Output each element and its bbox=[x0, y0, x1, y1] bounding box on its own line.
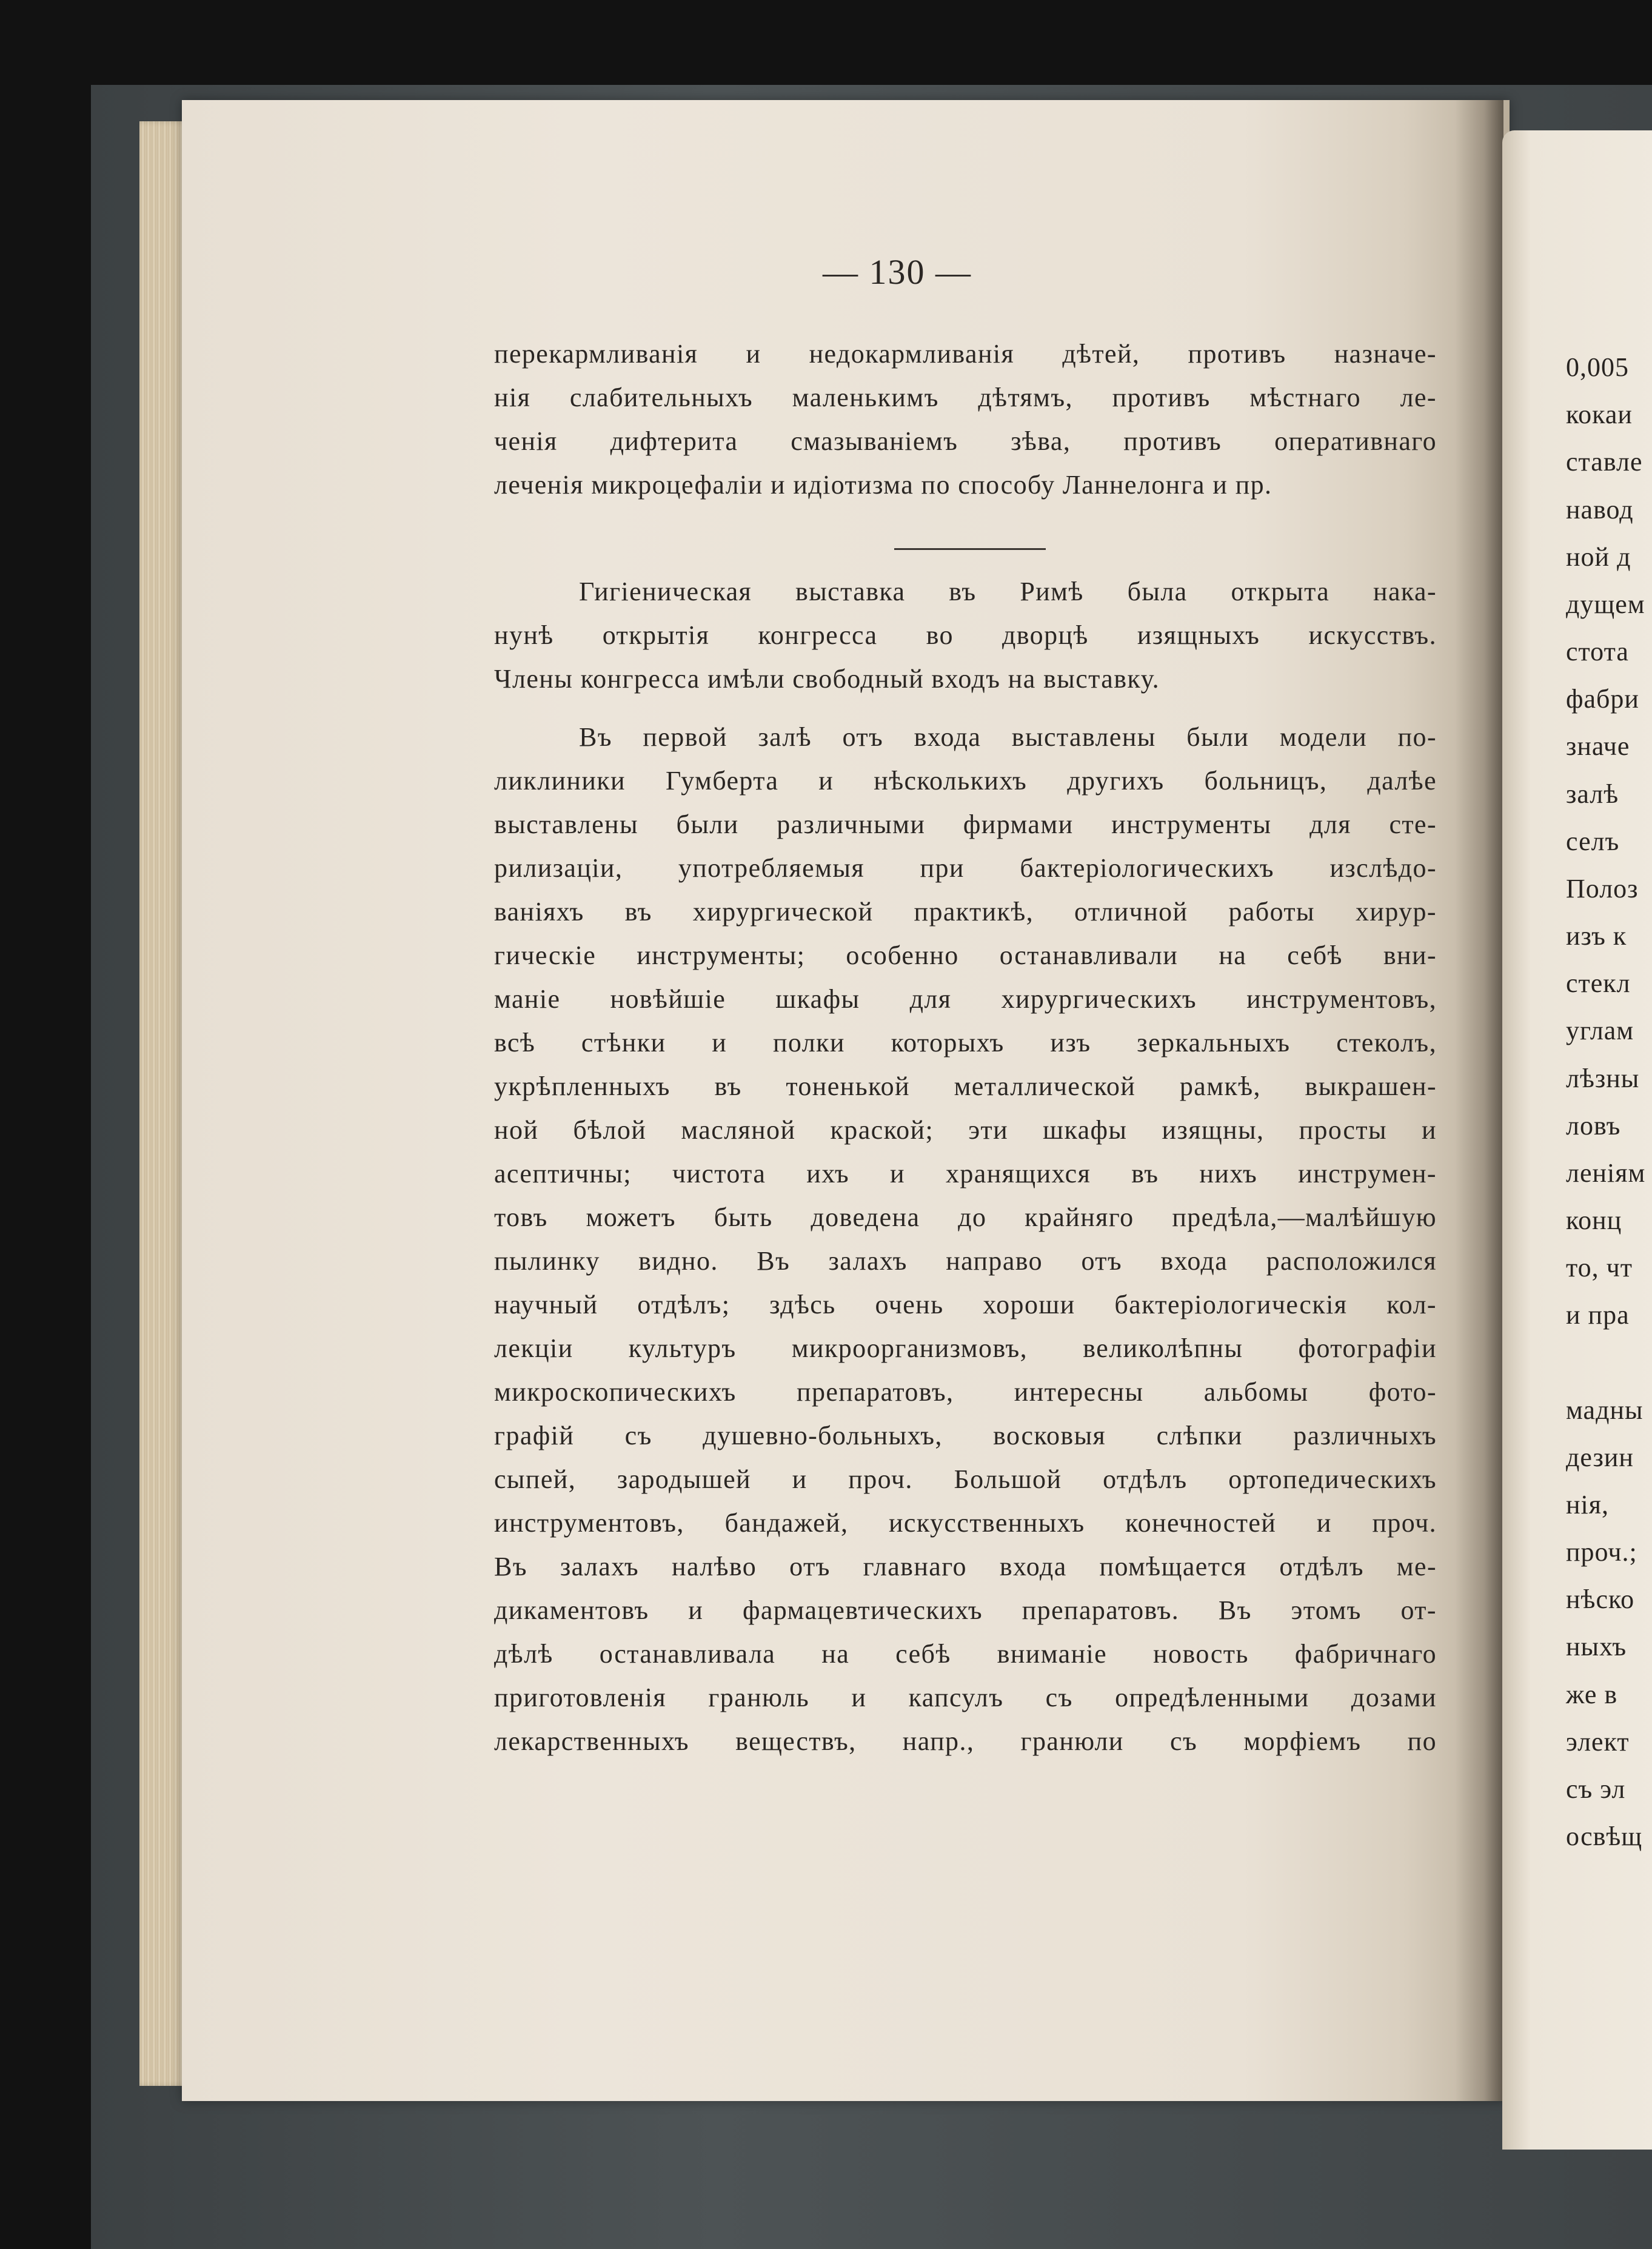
right-page-fragment: Полоз bbox=[1566, 874, 1639, 903]
top-paragraph bbox=[494, 332, 1437, 507]
right-page-fragment: значе bbox=[1566, 731, 1630, 761]
right-page-fragment: углам bbox=[1566, 1016, 1634, 1045]
text-line: нунѣ открытія конгресса во дворцѣ изящныхъ искусствъ. bbox=[494, 620, 1437, 650]
right-page-fragment: кокаи bbox=[1566, 400, 1633, 429]
text-line: асептичны; чистота ихъ и хранящихся въ нихъ инструмен- bbox=[494, 1159, 1437, 1188]
right-page-fragment: селъ bbox=[1566, 826, 1620, 856]
right-page bbox=[1502, 130, 1652, 2150]
right-page-fragment: 0,005 bbox=[1566, 352, 1629, 382]
text-line: научный отдѣлъ; здѣсь очень хороши бактеріологическія кол- bbox=[494, 1290, 1437, 1319]
text-line: выставлены были различными фирмами инструменты для сте- bbox=[494, 809, 1437, 839]
right-page-fragment: ставле bbox=[1566, 447, 1643, 477]
text-line: лекціи культуръ микроорганизмовъ, великолѣпны фотографіи bbox=[494, 1333, 1437, 1363]
right-page-fragment: проч.; bbox=[1566, 1537, 1637, 1567]
right-page-fragment: леніям bbox=[1566, 1158, 1646, 1188]
right-page-fragment: нія, bbox=[1566, 1490, 1610, 1520]
text-line: дикаментовъ и фармацевтическихъ препаратовъ. Въ этомъ от- bbox=[494, 1595, 1437, 1625]
text-line: укрѣпленныхъ въ тоненькой металлической рамкѣ, выкрашен- bbox=[494, 1071, 1437, 1101]
right-page-fragment: дущем bbox=[1566, 589, 1645, 619]
text-line: пылинку видно. Въ залахъ направо отъ входа расположился bbox=[494, 1246, 1437, 1276]
text-line: ликлиники Гумберта и нѣсколькихъ другихъ больницъ, далѣе bbox=[494, 766, 1437, 796]
right-page-fragment: элект bbox=[1566, 1727, 1630, 1757]
right-page-fragment: и пра bbox=[1566, 1300, 1630, 1330]
text-line: товъ можетъ быть доведена до крайняго предѣла,—малѣйшую bbox=[494, 1202, 1437, 1232]
right-page-fragment: нѣско bbox=[1566, 1584, 1635, 1614]
right-page-fragment: стекл bbox=[1566, 968, 1631, 998]
text-line: графій съ душевно-больныхъ, восковыя слѣпки различныхъ bbox=[494, 1421, 1437, 1450]
right-page-fragment: ныхъ bbox=[1566, 1632, 1627, 1661]
text-line: ченія дифтерита смазываніемъ зѣва, противъ оперативнаго bbox=[494, 426, 1437, 456]
text-line: дѣлѣ останавливала на себѣ вниманіе новость фабричнаго bbox=[494, 1639, 1437, 1669]
text-line: всѣ стѣнки и полки которыхъ изъ зеркальныхъ стеколъ, bbox=[494, 1028, 1437, 1057]
paragraph-halls bbox=[494, 716, 1437, 1763]
right-page-fragment: лѣзны bbox=[1566, 1064, 1640, 1093]
right-page-fragment: залѣ bbox=[1566, 779, 1619, 809]
text-line: приготовленія гранюль и капсулъ съ опредѣленными дозами bbox=[494, 1683, 1437, 1712]
right-page-fragment: стота bbox=[1566, 637, 1629, 666]
text-line: Члены конгресса имѣли свободный входъ на выставку. bbox=[494, 664, 1160, 694]
right-page-fragment: ной д bbox=[1566, 542, 1631, 572]
right-page-fragment: то, чт bbox=[1566, 1253, 1633, 1282]
right-page-fragment: фабри bbox=[1566, 684, 1639, 714]
text-line: перекармливанія и недокармливанія дѣтей, противъ назначе- bbox=[494, 339, 1437, 369]
text-line: рилизаціи, употребляемыя при бактеріологическихъ изслѣдо- bbox=[494, 853, 1437, 883]
paragraph-exhibition bbox=[494, 570, 1437, 701]
text-line: микроскопическихъ препаратовъ, интересны альбомы фото- bbox=[494, 1377, 1437, 1407]
right-page-fragment: навод bbox=[1566, 495, 1634, 525]
section-divider bbox=[894, 548, 1046, 550]
right-page-fragment: съ эл bbox=[1566, 1774, 1626, 1804]
text-line: нія слабительныхъ маленькимъ дѣтямъ, противъ мѣстнаго ле- bbox=[494, 383, 1437, 412]
right-page-fragment: ловъ bbox=[1566, 1111, 1621, 1141]
text-line: инструментовъ, бандажей, искусственныхъ конечностей и проч. bbox=[494, 1508, 1437, 1538]
page-gutter-shadow bbox=[1455, 100, 1503, 2101]
text-line: леченія микроцефаліи и идіотизма по способу Ланнелонга и пр. bbox=[494, 470, 1272, 500]
text-line: Въ первой залѣ отъ входа выставлены были модели по- bbox=[579, 722, 1437, 752]
text-line: ваніяхъ въ хирургической практикѣ, отличной работы хирур- bbox=[494, 897, 1437, 927]
text-line: лекарственныхъ веществъ, напр., гранюли съ морфіемъ по bbox=[494, 1726, 1437, 1756]
text-line: Въ залахъ налѣво отъ главнаго входа помѣщается отдѣлъ ме- bbox=[494, 1552, 1437, 1581]
right-page-fragment: мадны bbox=[1566, 1395, 1644, 1425]
right-page-fragment: конц bbox=[1566, 1205, 1622, 1235]
text-line: маніе новѣйшіе шкафы для хирургическихъ инструментовъ, bbox=[494, 984, 1437, 1014]
text-line: Гигіеническая выставка въ Римѣ была открыта нака- bbox=[579, 577, 1437, 606]
page-number: — 130 — bbox=[823, 252, 972, 292]
text-line: сыпей, зародышей и проч. Большой отдѣлъ ортопедическихъ bbox=[494, 1464, 1437, 1494]
right-page-fragment: изъ к bbox=[1566, 921, 1627, 951]
right-page-fragment: же в bbox=[1566, 1680, 1618, 1709]
right-page-fragment: освѣщ bbox=[1566, 1822, 1643, 1851]
text-line: гическіе инструменты; особенно останавливали на себѣ вни- bbox=[494, 940, 1437, 970]
text-line: ной бѣлой масляной краской; эти шкафы изящны, просты и bbox=[494, 1115, 1437, 1145]
right-page-fragment: дезин bbox=[1566, 1443, 1634, 1472]
